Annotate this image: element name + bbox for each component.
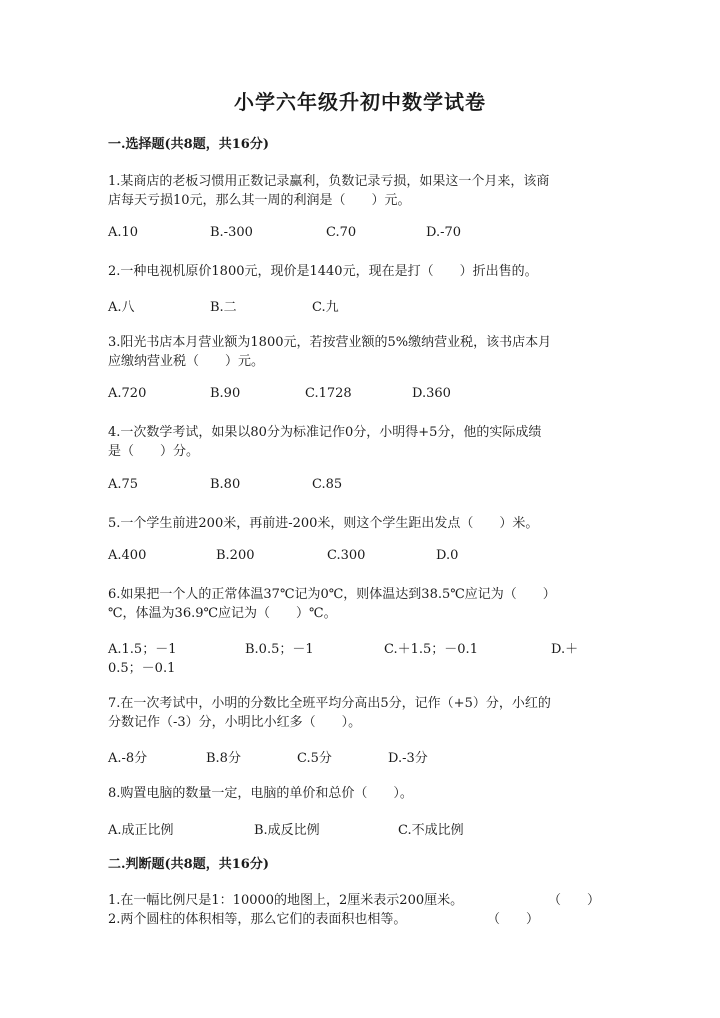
question-6-line-1: 6.如果把一个人的正常体温37℃记为0℃，则体温达到38.5℃应记为（ ） — [108, 587, 556, 602]
judge-item-1-text: 1.在一幅比例尺是1：10000的地图上，2厘米表示200厘米。 — [108, 893, 464, 908]
question-6-option-d-continued: 0.5；－0.1 — [108, 661, 176, 676]
question-7-option-d: D.-3分 — [388, 751, 428, 766]
question-1-line-1: 1.某商店的老板习惯用正数记录赢利，负数记录亏损，如果这一个月来，该商 — [108, 174, 550, 189]
question-4-line-2: 是（ ）分。 — [108, 444, 200, 459]
judge-item-2-answer-paren: （ ） — [487, 912, 540, 927]
question-3-option-c: C.1728 — [305, 386, 352, 401]
question-1-option-d: D.-70 — [426, 225, 462, 240]
question-2-option-c: C.九 — [312, 300, 339, 315]
section-heading-choice: 一.选择题(共8题，共16分) — [108, 137, 269, 152]
question-6-option-b: B.0.5；－1 — [245, 642, 314, 657]
question-5-option-d: D.0 — [436, 548, 459, 563]
question-8-option-a: A.成正比例 — [108, 823, 174, 838]
question-3-option-d: D.360 — [412, 386, 451, 401]
question-7-option-b: B.8分 — [206, 751, 241, 766]
question-3-option-b: B.90 — [210, 386, 241, 401]
question-8-line-1: 8.购置电脑的数量一定，电脑的单价和总价（ ）。 — [108, 786, 413, 801]
question-1-line-2: 店每天亏损10元，那么其一周的利润是（ ）元。 — [108, 193, 411, 208]
question-4-line-1: 4.一次数学考试，如果以80分为标准记作0分，小明得+5分，他的实际成绩 — [108, 425, 542, 440]
question-6-option-a: A.1.5；－1 — [108, 642, 177, 657]
page-title: 小学六年级升初中数学试卷 — [234, 90, 486, 114]
question-8-option-b: B.成反比例 — [254, 823, 320, 838]
question-8-option-c: C.不成比例 — [398, 823, 464, 838]
question-5-option-b: B.200 — [216, 548, 255, 563]
question-4-option-a: A.75 — [108, 477, 139, 492]
question-3-option-a: A.720 — [108, 386, 147, 401]
question-1-option-b: B.-300 — [210, 225, 253, 240]
question-3-line-1: 3.阳光书店本月营业额为1800元，若按营业额的5%缴纳营业税，该书店本月 — [108, 335, 552, 350]
question-3-line-2: 应缴纳营业税（ ）元。 — [108, 354, 265, 369]
question-2-option-a: A.八 — [108, 300, 135, 315]
question-6-option-c: C.＋1.5；－0.1 — [384, 642, 478, 657]
question-6-line-2: ℃，体温为36.9℃应记为（ ）℃。 — [108, 606, 337, 621]
section-heading-true-false: 二.判断题(共8题，共16分) — [108, 857, 269, 872]
judge-item-1-answer-paren: （ ） — [548, 893, 601, 908]
question-6-option-d: D.＋ — [551, 642, 579, 657]
question-5-option-a: A.400 — [108, 548, 147, 563]
question-5-line-1: 5.一个学生前进200米，再前进-200米，则这个学生距出发点（ ）米。 — [108, 516, 539, 531]
question-4-option-c: C.85 — [312, 477, 343, 492]
question-2-option-b: B.二 — [210, 300, 237, 315]
question-1-option-a: A.10 — [108, 225, 139, 240]
question-5-option-c: C.300 — [327, 548, 366, 563]
question-7-option-a: A.-8分 — [108, 751, 148, 766]
question-7-line-1: 7.在一次考试中，小明的分数比全班平均分高出5分，记作（+5）分，小红的 — [108, 696, 551, 711]
question-1-option-c: C.70 — [326, 225, 357, 240]
question-7-line-2: 分数记作（-3）分，小明比小红多（ ）。 — [108, 715, 362, 730]
question-4-option-b: B.80 — [210, 477, 241, 492]
judge-item-2-text: 2.两个圆柱的体积相等，那么它们的表面积也相等。 — [108, 912, 407, 927]
question-7-option-c: C.5分 — [297, 751, 332, 766]
question-2-line-1: 2.一种电视机原价1800元，现价是1440元，现在是打（ ）折出售的。 — [108, 264, 538, 279]
